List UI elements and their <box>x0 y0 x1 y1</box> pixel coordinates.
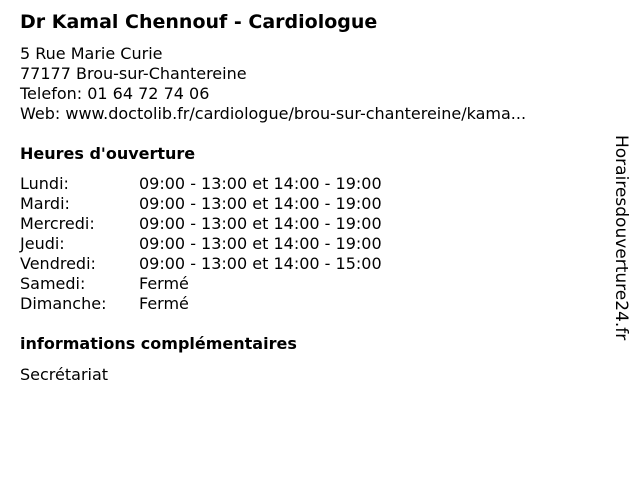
opening-hours-table <box>20 174 382 314</box>
hours-row-sunday <box>20 294 382 314</box>
day-label: Samedi: <box>20 274 86 293</box>
address-line: 5 Rue Marie Curie <box>20 44 163 63</box>
day-label: Jeudi: <box>20 234 65 253</box>
contact-block <box>20 44 526 124</box>
day-label: Dimanche: <box>20 294 107 313</box>
postal-city: 77177 Brou-sur-Chantereine <box>20 64 247 83</box>
page-title: Dr Kamal Chennouf - Cardiologue <box>20 11 378 33</box>
opening-hours-heading: Heures d'ouverture <box>20 144 196 163</box>
hours-row-tuesday <box>20 194 382 214</box>
website-link[interactable]: Web: www.doctolib.fr/cardiologue/brou-sur-chantereine/kama... <box>20 104 527 123</box>
day-label: Vendredi: <box>20 254 96 273</box>
phone-number: Telefon: 01 64 72 74 06 <box>20 84 210 103</box>
hours-row-thursday <box>20 234 382 254</box>
time-value: 09:00 - 13:00 et 14:00 - 19:00 <box>139 194 382 213</box>
additional-info-heading: informations complémentaires <box>20 334 297 353</box>
hours-row-friday <box>20 254 382 274</box>
site-watermark: Horairesdouverture24.fr <box>611 135 631 341</box>
time-value: 09:00 - 13:00 et 14:00 - 15:00 <box>139 254 382 273</box>
time-value: Fermé <box>139 274 189 293</box>
hours-row-saturday <box>20 274 382 294</box>
day-label: Mercredi: <box>20 214 95 233</box>
time-value: 09:00 - 13:00 et 14:00 - 19:00 <box>139 214 382 233</box>
additional-info-text: Secrétariat <box>20 365 109 384</box>
time-value: 09:00 - 13:00 et 14:00 - 19:00 <box>139 234 382 253</box>
time-value: 09:00 - 13:00 et 14:00 - 19:00 <box>139 174 382 193</box>
day-label: Mardi: <box>20 194 70 213</box>
hours-row-wednesday <box>20 214 382 234</box>
time-value: Fermé <box>139 294 189 313</box>
day-label: Lundi: <box>20 174 69 193</box>
hours-row-monday <box>20 174 382 194</box>
